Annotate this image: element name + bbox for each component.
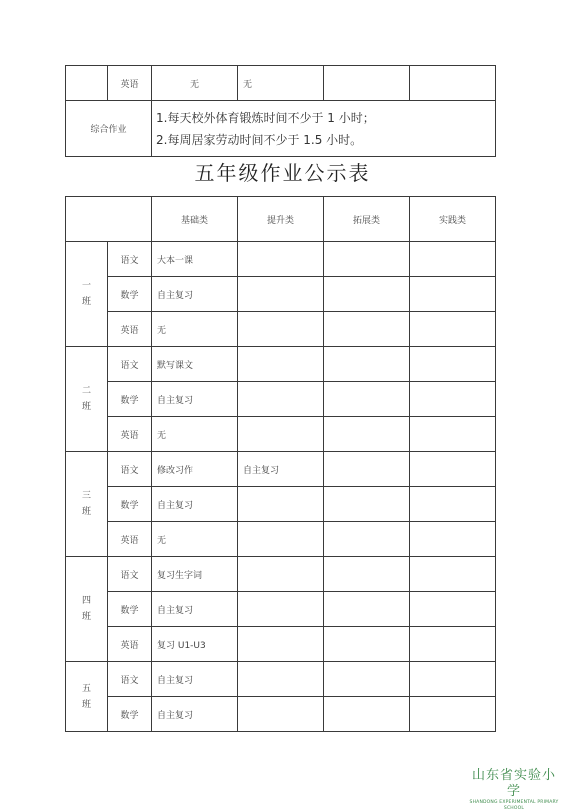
table-row (66, 347, 496, 382)
table-row (66, 417, 496, 452)
improve-cell (238, 312, 324, 347)
school-logo-english: SHANDONG EXPERIMENTAL PRIMARY SCHOOL (469, 800, 559, 811)
comprehensive-label: 综合作业 (66, 101, 152, 157)
improve-cell (238, 522, 324, 557)
table-row (66, 66, 496, 101)
basic-cell: 复习生字词 (152, 557, 238, 592)
table-row (66, 452, 496, 487)
practice-cell (410, 417, 496, 452)
extend-cell (324, 277, 410, 312)
basic-cell: 自主复习 (152, 382, 238, 417)
extend-cell (324, 417, 410, 452)
practice-cell (410, 487, 496, 522)
subject-cell: 语文 (108, 347, 152, 382)
extend-cell (324, 697, 410, 732)
basic-cell: 自主复习 (152, 662, 238, 697)
practice-cell (410, 242, 496, 277)
extend-cell (324, 557, 410, 592)
practice-cell (410, 452, 496, 487)
practice-cell (410, 697, 496, 732)
school-logo (468, 768, 560, 812)
practice-cell (410, 66, 496, 101)
subject-cell: 数学 (108, 487, 152, 522)
basic-cell: 大本一课 (152, 242, 238, 277)
practice-cell (410, 592, 496, 627)
improve-cell (238, 557, 324, 592)
practice-cell (410, 522, 496, 557)
table-row (66, 662, 496, 697)
comprehensive-line-2: 2.每周居家劳动时间不少于 1.5 小时。 (156, 132, 363, 147)
class-label: 五 班 (66, 662, 108, 732)
basic-cell: 无 (152, 522, 238, 557)
improve-cell (238, 697, 324, 732)
improve-cell: 无 (238, 66, 324, 101)
improve-cell (238, 592, 324, 627)
improve-cell (238, 627, 324, 662)
extend-cell (324, 522, 410, 557)
extend-cell (324, 452, 410, 487)
basic-cell: 无 (152, 66, 238, 101)
homework-table (65, 196, 496, 732)
comprehensive-content (152, 101, 496, 157)
subject-cell: 语文 (108, 242, 152, 277)
improve-cell (238, 487, 324, 522)
subject-cell: 语文 (108, 557, 152, 592)
table-row (66, 101, 496, 157)
basic-cell: 自主复习 (152, 592, 238, 627)
page-title: 五年级作业公示表 (194, 161, 371, 185)
column-header: 提升类 (238, 197, 324, 242)
class-label: 一 班 (66, 242, 108, 347)
basic-cell: 无 (152, 417, 238, 452)
practice-cell (410, 627, 496, 662)
improve-cell (238, 417, 324, 452)
table-row (66, 277, 496, 312)
table-row (66, 627, 496, 662)
subject-cell: 英语 (108, 312, 152, 347)
class-label: 二 班 (66, 347, 108, 452)
table-row (66, 242, 496, 277)
extend-cell (324, 487, 410, 522)
subject-cell: 数学 (108, 592, 152, 627)
improve-cell: 自主复习 (238, 452, 324, 487)
practice-cell (410, 277, 496, 312)
extend-cell (324, 347, 410, 382)
subject-cell: 语文 (108, 452, 152, 487)
subject-cell: 数学 (108, 382, 152, 417)
column-header: 基础类 (152, 197, 238, 242)
improve-cell (238, 242, 324, 277)
class-label: 四 班 (66, 557, 108, 662)
table-row (66, 592, 496, 627)
extend-cell (324, 66, 410, 101)
extend-cell (324, 312, 410, 347)
subject-cell: 英语 (108, 66, 152, 101)
basic-cell: 默写课文 (152, 347, 238, 382)
basic-cell: 自主复习 (152, 487, 238, 522)
table-row (66, 487, 496, 522)
extend-cell (324, 592, 410, 627)
subject-cell: 语文 (108, 662, 152, 697)
table-row (66, 557, 496, 592)
improve-cell (238, 382, 324, 417)
comprehensive-line-1: 1.每天校外体育锻炼时间不少于 1 小时； (156, 110, 375, 125)
improve-cell (238, 662, 324, 697)
table-row (66, 382, 496, 417)
top-table (65, 65, 496, 157)
extend-cell (324, 242, 410, 277)
basic-cell: 无 (152, 312, 238, 347)
basic-cell: 自主复习 (152, 697, 238, 732)
basic-cell: 修改习作 (152, 452, 238, 487)
table-row (66, 522, 496, 557)
practice-cell (410, 347, 496, 382)
subject-cell: 英语 (108, 627, 152, 662)
practice-cell (410, 382, 496, 417)
basic-cell: 复习 U1-U3 (152, 627, 238, 662)
basic-cell: 自主复习 (152, 277, 238, 312)
subject-cell: 数学 (108, 277, 152, 312)
improve-cell (238, 277, 324, 312)
table-row (66, 697, 496, 732)
subject-cell: 英语 (108, 417, 152, 452)
improve-cell (238, 347, 324, 382)
header-row (66, 197, 496, 242)
class-label: 三 班 (66, 452, 108, 557)
practice-cell (410, 312, 496, 347)
column-header: 拓展类 (324, 197, 410, 242)
extend-cell (324, 382, 410, 417)
column-header: 实践类 (410, 197, 496, 242)
extend-cell (324, 662, 410, 697)
school-logo-name: 山东省实验小学 (471, 768, 556, 799)
practice-cell (410, 662, 496, 697)
subject-cell: 英语 (108, 522, 152, 557)
subject-cell: 数学 (108, 697, 152, 732)
practice-cell (410, 557, 496, 592)
header-corner (66, 197, 152, 242)
table-row (66, 312, 496, 347)
extend-cell (324, 627, 410, 662)
